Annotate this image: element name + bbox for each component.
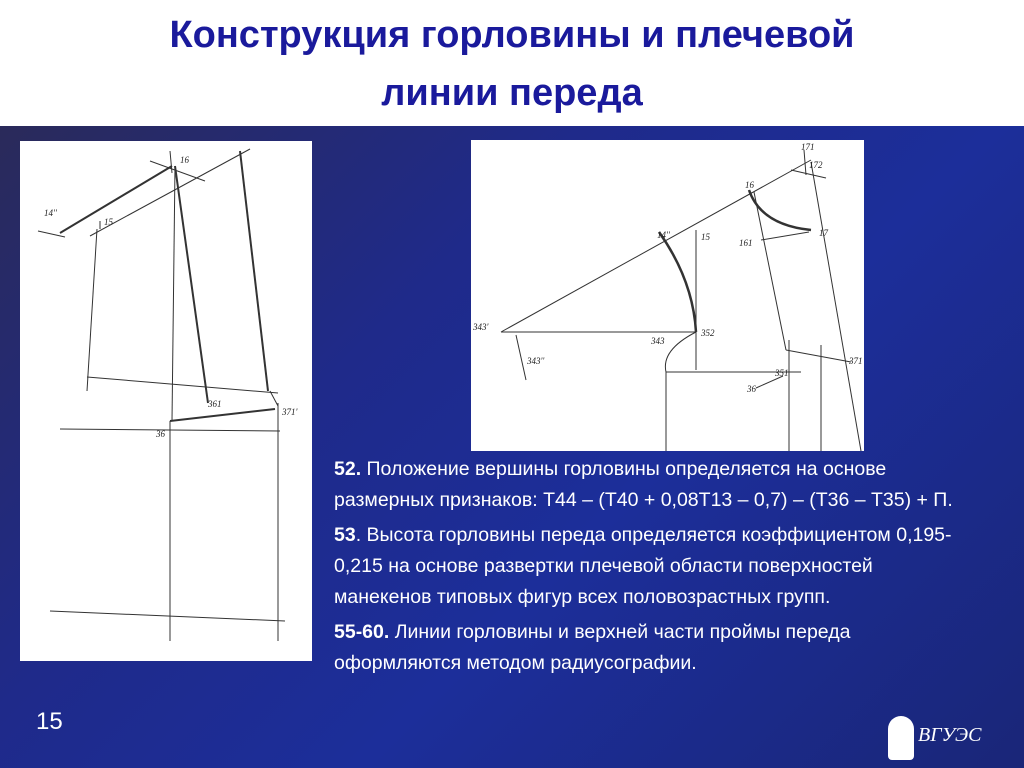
paragraph-52-text: Положение вершины горловины определяется на основе размерных признаков: Т44 – (Т40 + 0,08Т13 – 0,7) – (Т36 – Т35) + П. xyxy=(334,458,953,511)
right-curve-neck xyxy=(659,232,696,332)
right-label-343b: 343 xyxy=(651,336,665,346)
right-label-352: 352 xyxy=(701,328,715,338)
paragraph-53 xyxy=(334,520,974,613)
right-label-343a: 343' xyxy=(473,322,489,332)
right-label-343c: 343'' xyxy=(527,356,545,366)
left-line-361 xyxy=(170,409,275,421)
left-line-top xyxy=(90,149,250,236)
left-label-16: 16 xyxy=(180,155,189,165)
description-text xyxy=(334,454,974,683)
logo-emblem-icon xyxy=(888,716,914,760)
left-line-side xyxy=(87,229,97,391)
left-diagram-svg xyxy=(20,141,312,661)
university-logo xyxy=(888,712,1008,762)
left-label-14: 14'' xyxy=(44,208,57,218)
paragraph-53-number: 53 xyxy=(334,524,356,546)
left-line-mid xyxy=(87,377,278,393)
right-label-15: 15 xyxy=(701,232,710,242)
slide-header xyxy=(0,0,1024,126)
left-label-36: 36 xyxy=(156,429,165,439)
right-curve-shoulder xyxy=(749,190,811,230)
left-label-361: 361 xyxy=(208,399,222,409)
right-label-371: 371 xyxy=(849,356,863,366)
logo-text: ВГУЭС xyxy=(918,724,982,746)
right-diagram-svg xyxy=(471,140,864,451)
right-label-351: 351 xyxy=(775,368,789,378)
right-line-371 xyxy=(786,350,851,362)
left-pattern-diagram xyxy=(20,141,312,661)
title-line-2: линии переда xyxy=(381,72,643,114)
left-line-right xyxy=(240,151,268,391)
right-label-14: 14'' xyxy=(657,230,670,240)
paragraph-55-60 xyxy=(334,617,974,679)
right-pattern-diagram xyxy=(471,140,864,451)
right-label-172: 172 xyxy=(809,160,823,170)
right-curve-armhole xyxy=(665,332,696,372)
right-label-16: 16 xyxy=(745,180,754,190)
right-label-161: 161 xyxy=(739,238,753,248)
paragraph-53-text: . Высота горловины переда определяется коэффициентом 0,195-0,215 на основе развертки плечевой области поверхностей манекенов типовых фигур всех половозрастных групп. xyxy=(334,524,952,608)
paragraph-52 xyxy=(334,454,974,516)
left-label-15: 15 xyxy=(104,217,113,227)
right-line-right xyxy=(811,162,861,451)
right-arrow-343 xyxy=(516,335,526,380)
right-label-17: 17 xyxy=(819,228,828,238)
left-label-371: 371' xyxy=(282,407,298,417)
left-line-14 xyxy=(60,166,172,233)
right-label-171: 171 xyxy=(801,142,815,152)
right-arrow-172 xyxy=(791,170,826,178)
paragraph-55-60-number: 55-60. xyxy=(334,621,390,643)
right-line-161-17 xyxy=(761,232,809,240)
slide-title xyxy=(0,6,1024,122)
title-line-1: Конструкция горловины и плечевой xyxy=(169,14,855,56)
paragraph-52-number: 52. xyxy=(334,458,362,480)
left-line-shoulder xyxy=(175,166,208,403)
paragraph-55-60-text: Линии горловины и верхней части проймы переда оформляются методом радиусографии. xyxy=(334,621,851,674)
left-arrow-16 xyxy=(170,151,172,173)
page-number: 15 xyxy=(36,708,63,735)
left-line-vertical xyxy=(172,166,175,421)
left-line-bottom xyxy=(50,611,285,621)
right-label-36: 36 xyxy=(747,384,756,394)
